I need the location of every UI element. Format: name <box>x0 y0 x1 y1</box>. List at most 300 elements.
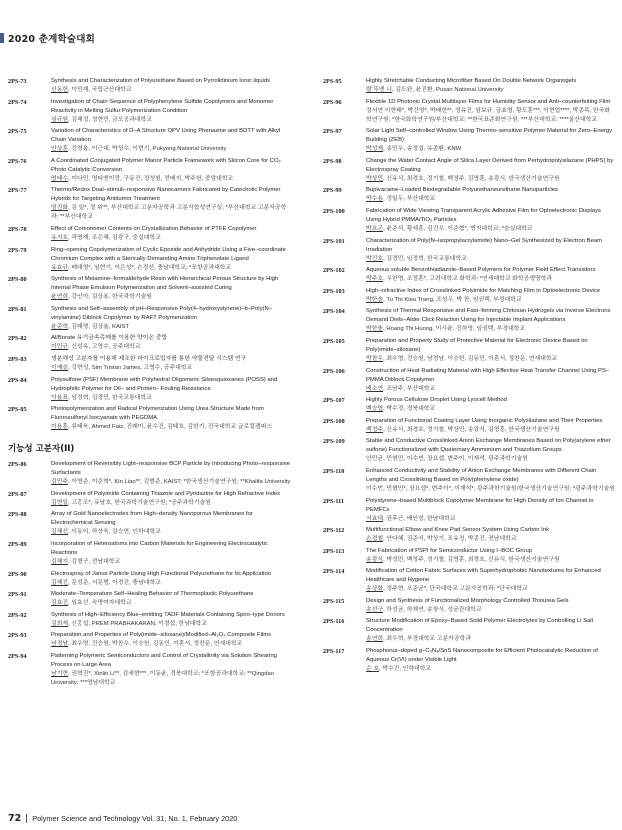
poster-title: Bupivacaine–Loaded Biodegradable Polyurethaneurethane Nanoparticles <box>366 187 558 194</box>
poster-authors <box>51 264 291 273</box>
presenting-author: 엄태수 <box>51 175 69 182</box>
presenting-author: 김희재 <box>51 620 69 627</box>
poster-authors <box>366 225 615 234</box>
poster-title: Aqueous soluble Benzothiadiazole–Based Polymers for Polymer Field Effect Transistors <box>366 267 596 274</box>
coauthors-affiliation: , 고홍조*, 유남호, 한국과학기술연구원; *공주과학기술원 <box>68 499 211 506</box>
poster-title: Stable and Conductive Crosslinked Anion Exchange Membranes Based on Poly(arylene ether sulfone) Functionalized with Quaternary Ammonium and Triazolium Groups <box>366 438 611 454</box>
poster-body <box>366 237 615 264</box>
poster-authors <box>366 405 615 414</box>
poster-title: Investigation of Chain Sequence of Polyphenylene Sulfide Copolymers and Monomer Reactivity in Melting Sulfur Polymerization Condition <box>51 98 274 114</box>
poster-entry <box>323 526 615 544</box>
poster-entry <box>8 490 291 508</box>
poster-body <box>51 376 291 403</box>
journal-info: Polymer Science and Technology Vol. 31, No. 1, February 2020 <box>32 813 238 823</box>
poster-authors <box>51 116 291 125</box>
poster-code: 2PS-94 <box>8 652 27 660</box>
poster-code: 2PS-97 <box>323 128 342 136</box>
coauthors-affiliation: , 권혁진*, Xinlin Li**, 김세현***, 이동윤, 경북대학교; *포항공과대학교; **Qingdao University; ***영남대학교 <box>51 670 275 686</box>
poster-entry <box>323 567 615 594</box>
poster-code: 2PS-74 <box>8 98 27 106</box>
coauthors-affiliation: , 임정혁, 김경민, 한국교통대학교 <box>68 394 152 401</box>
poster-authors <box>366 86 615 95</box>
poster-entry <box>323 127 615 154</box>
poster-title: Highly Porous Cellulose Droplet Using Lyocell Method <box>366 397 507 404</box>
poster-entry <box>8 98 291 125</box>
coauthors-affiliation: 이수빈, 민형민*, 장요셉*, 변주이*, 이재석*, 광주과학기술원/한국생산기술연구원; *광주과학기술원 <box>366 485 615 492</box>
presenting-author: 김혜진 <box>51 579 69 586</box>
poster-authors <box>366 556 615 565</box>
presenting-author: 신동헌 <box>51 87 69 93</box>
poster-body <box>51 510 291 537</box>
poster-body <box>366 77 615 95</box>
presenting-author: 윤연희 <box>51 294 69 301</box>
poster-code: 2PS-73 <box>8 78 27 85</box>
poster-body <box>51 590 291 608</box>
poster-code: 2PS-77 <box>8 187 27 195</box>
poster-authors <box>366 325 615 334</box>
poster-entry <box>8 127 291 154</box>
presenting-author: 박상민 <box>366 175 384 182</box>
presenting-author: 남기현 <box>51 670 69 677</box>
poster-authors <box>366 585 615 594</box>
poster-authors <box>366 296 615 305</box>
entry-list-left <box>8 77 291 432</box>
presenting-author: 김현일 <box>51 499 69 506</box>
poster-body <box>366 157 615 184</box>
presenting-author: 유지호 <box>51 234 69 241</box>
presenting-author: 박수용 <box>366 196 384 203</box>
poster-title: Solar Light Self–controlled Window Using Thermo–sensitive Polymer Material for Zero–Energy Building (ZEB) <box>366 128 613 144</box>
coauthors-affiliation: , 안다혜, 김준서, 박상기, 조유정, 박종진, 전남대학교 <box>383 536 517 543</box>
poster-authors <box>366 485 615 494</box>
presenting-author: 심규원 <box>51 116 69 123</box>
poster-entry <box>8 157 291 184</box>
presenting-author: 안상훈 <box>51 146 69 153</box>
coauthors-affiliation: , Hoang Thi Huong, 이시윤, 진하영, 임권택, 부경대학교 <box>383 326 526 333</box>
poster-code: 2PS-98 <box>323 157 342 165</box>
poster-code: 2PS-111 <box>323 497 344 505</box>
coauthors-affiliation: , 정일두, 부산대학교 <box>383 196 436 203</box>
presenting-author: 유효규 <box>51 264 69 271</box>
poster-title: Patterning Polymeric Semiconductors and Control of Crystallinity via Solution Shearing Process on Large Area <box>51 652 277 668</box>
poster-title: Phosphorus–doped g–C₃N₄/SnS Nanocomposite for Efficient Photocatalytic Reduction of Aqueous Cr(VI) under Visible Light <box>366 648 598 664</box>
coauthors-affiliation: , 이민재, 국립군산대학교 <box>68 87 132 93</box>
poster-body <box>366 266 615 284</box>
poster-entry <box>8 334 291 352</box>
poster-code: 2PS-107 <box>323 397 345 405</box>
poster-title: Fabrication of Wide Viewing Transparent Acrylic Adhesive Film for Optoelectronic Displays Using Hybrid PMMA/TiO₂ Particles <box>366 207 601 223</box>
presenting-author: 이용훈 <box>51 424 69 431</box>
poster-body <box>51 77 291 95</box>
coauthors-affiliation: , 배대영*, 임현기, 이은성*, 손경선, 충남대학교; *포항공과대학교 <box>68 264 232 271</box>
poster-entry <box>8 540 291 567</box>
poster-code: 2PS-89 <box>8 540 27 548</box>
poster-authors <box>366 635 615 644</box>
coauthors-affiliation: , 정주현, 오준균*, 단국대학교 고분자공학과; *단국대학교 <box>383 586 528 593</box>
presenting-author: 김민주 <box>51 479 69 486</box>
poster-body <box>366 98 615 125</box>
coauthors-affiliation: , 우한영, 조정훈*, 고려대학교 화학과; *연세대학교 화학공생명학과 <box>383 276 552 283</box>
right-column <box>323 77 615 677</box>
coauthors-affiliation: , Tu Thi Kieu Trang, 조성우, 박 찬, 임권택, 부경대학교 <box>383 296 522 303</box>
presenting-author: 송연희 <box>366 636 384 643</box>
poster-title: Synthesis of Thermal Responsive and Fast–forming Chitosan Hydrogels via Inverse Electrons Demand Diels–Alder Click Reaction Using for Injectable Implant Applications <box>366 308 611 324</box>
poster-code: 2PS-88 <box>8 511 27 519</box>
presenting-author: 람 뚜엔 니 <box>366 87 393 93</box>
poster-code: 2PS-108 <box>323 417 345 425</box>
poster-entry <box>323 497 615 524</box>
poster-entry <box>8 460 291 487</box>
poster-authors <box>366 107 615 125</box>
coauthors-affiliation: , 김혜정, 정현민, 금오공과대학교 <box>68 116 152 123</box>
poster-authors <box>366 195 615 204</box>
poster-code: 2PS-84 <box>8 376 27 384</box>
presenting-author: 박한솔 <box>366 296 384 303</box>
poster-title: 생분해성 고분자를 이용해 제조한 마이크로입자를 통한 약물전달 시스템 연구 <box>51 355 247 362</box>
poster-body <box>366 337 615 364</box>
poster-code: 2PS-105 <box>323 337 345 345</box>
section-title: 기능성 고분자(II) <box>8 444 75 455</box>
poster-body <box>366 526 615 544</box>
poster-code: 2PS-75 <box>8 128 27 136</box>
poster-title: Al/Borate 유기금속촉매를 이용한 양이온 중합 <box>51 335 168 342</box>
poster-authors <box>51 364 291 373</box>
poster-title: Preparation and Property Study of Protective Material for Electronic Device Based on Poly(imide–siloxane) <box>366 337 588 353</box>
coauthors-affiliation: , 김태형, 김상율, KAIST <box>68 323 130 330</box>
poster-code: 2PS-115 <box>323 597 345 605</box>
coauthors-affiliation: , 임효선, 숙명여자대학교 <box>68 600 132 607</box>
poster-authors <box>51 478 291 487</box>
poster-entry <box>323 307 615 334</box>
poster-title: Synthesis of Melamine–formaldehyde Resin with Hierarchical Porous Structure by High Internal Phase Emulsion Polymerization and Solvent–assisted Curing <box>51 276 279 292</box>
poster-authors <box>366 455 615 464</box>
poster-authors <box>366 665 615 674</box>
poster-entry <box>323 396 615 414</box>
poster-code: 2PS-100 <box>323 207 345 215</box>
poster-authors <box>51 86 291 95</box>
poster-entry <box>8 225 291 243</box>
coauthors-affiliation: , 최우영, 진승원, 박찬우, 이승헌, 김동민, 이혼서, 정찬문, 연세대학교 <box>68 641 243 648</box>
poster-authors <box>366 606 615 615</box>
poster-code: 2PS-95 <box>323 78 342 85</box>
poster-entry <box>8 305 291 332</box>
poster-title: Construction of Heat Radiating Material with High Effective Heat Transfer Channel Using PS–PMMA Diblock Copolymer <box>366 367 610 383</box>
poster-entry <box>323 186 615 204</box>
poster-body <box>51 631 291 649</box>
presenting-author: 김효진 <box>51 600 69 607</box>
poster-title: Characterization of Poly(N–isopropylacrylamide) Nano–Gel Synthesized by Electron Beam Irradiation <box>366 237 603 253</box>
header-accent-bar <box>0 33 4 43</box>
poster-title: Development of Polyimide Containing Thiazole and Pyridazine for High Refractive Index <box>51 490 281 497</box>
presenting-author: 송광식 <box>366 556 384 563</box>
poster-entry <box>323 367 615 394</box>
poster-code: 2PS-86 <box>8 461 27 469</box>
poster-authors <box>51 528 291 537</box>
presenting-author: 백정주 <box>366 426 384 433</box>
coauthors-affiliation: , 조남주, 부산대학교 <box>383 385 436 392</box>
poster-code: 2PS-82 <box>8 335 27 343</box>
poster-body <box>366 307 615 334</box>
presenting-author: 이예슬 <box>51 364 69 371</box>
poster-authors <box>366 426 615 435</box>
poster-code: 2PS-80 <box>8 276 27 284</box>
coauthors-affiliation: , 박수정, 경북대학교 <box>383 406 436 413</box>
page-number: 72 <box>8 812 22 824</box>
poster-authors <box>366 355 615 364</box>
poster-authors <box>366 175 615 184</box>
poster-title: Highly Stretchable Conducting Microfiber Based On Double Network Organogels <box>366 78 577 84</box>
poster-authors <box>51 579 291 588</box>
poster-entry <box>8 652 291 688</box>
presenting-author: 김혜선 <box>51 529 69 536</box>
poster-title: Change the Water Contact Angle of Silica Layer Derived from Perhydropolysilazane (PHPS) by Electrospray Coating <box>366 157 614 173</box>
poster-authors <box>51 175 291 184</box>
coauthors-affiliation: , 강인아, 김상용, 한국과학기술원 <box>68 294 152 301</box>
presenting-author: 박요곤 <box>366 225 384 232</box>
poster-code: 2PS-90 <box>8 570 27 578</box>
entry-list-left-2 <box>8 460 291 688</box>
presenting-author: 엄진화 <box>51 205 69 212</box>
poster-authors <box>51 204 291 222</box>
poster-title: Polysulfone (PSF) Membrane with Polyhedral Oligomeric Silsesquioxanes (POSS) and Hydrophilic Polymer for Oil– and Protein– Fouling Resistance <box>51 376 278 392</box>
page-header <box>0 28 95 48</box>
coauthors-affiliation: , 이다민, 명티엔이랑, 구동건, 정성원, 전배지, 박주헌, 중앙대학교 <box>68 175 234 182</box>
coauthors-affiliation: , 강현성, Sim Tristan James, 고영수, 공주대학교 <box>68 364 193 371</box>
poster-authors <box>51 599 291 608</box>
poster-title: Structure Modification of Epoxy–Based Solid Polymer Electrolytes by Controlling Li Salt Concentration <box>366 618 594 634</box>
poster-title: Preparation and Properties of Poly(imide–siloxane)/Modified–Al₂O₃ Composite Films <box>51 632 272 639</box>
poster-body <box>51 186 291 222</box>
poster-code: 2PS-78 <box>8 225 27 233</box>
coauthors-affiliation: , 최우혁, 부경대학교 고분자공학과 <box>383 636 471 643</box>
poster-entry <box>8 186 291 222</box>
poster-entry <box>8 376 291 403</box>
poster-code: 2PS-110 <box>323 467 345 475</box>
poster-body <box>51 127 291 154</box>
poster-entry <box>323 547 615 565</box>
poster-body <box>366 127 615 154</box>
poster-entry <box>323 157 615 184</box>
poster-title: Modification of Cotton Fabric Surfaces with Superhydrophobic Nanotextures for Enhanced Healthcare and Hygiene <box>366 568 601 584</box>
poster-title: High–refractive Index of Crosslinked Polyimide for Matching Film in Optoelectronic Device <box>366 287 601 294</box>
poster-authors <box>51 670 291 688</box>
poster-entry <box>323 597 615 615</box>
poster-entry <box>323 437 615 464</box>
poster-title: Incorporation of Heteroatoms into Carbon Materials for Engineering Electrocatalytic Reactions <box>51 540 268 556</box>
coauthors-affiliation: , 신성옥, 고영수, 공주대학교 <box>68 344 141 351</box>
poster-body <box>51 275 291 302</box>
poster-body <box>366 186 615 204</box>
poster-body <box>366 497 615 524</box>
poster-authors <box>51 343 291 352</box>
poster-authors <box>51 145 291 154</box>
poster-title: Photopolymerization and Radical Polymerization Using Urea Structure Made from Fluorosulfonyl Isocyanate with PEGDMA <box>51 406 264 422</box>
coauthors-affiliation: , 신유식, 최경호, 정기철, 백정주, 김영훈, 송광식, 한국생산기술연구원 <box>383 175 560 182</box>
poster-body <box>366 467 615 494</box>
coauthors-affiliation: , 이영준, 이준혁*, Kin Liao**, 김범준, KAIST; *한국생산기술연구원; **Khalifa University <box>68 479 291 486</box>
poster-code: 2PS-92 <box>8 611 27 619</box>
poster-entry <box>8 611 291 629</box>
poster-title: Enhanced Conductivity and Stability of Anion Exchange Membranes with Different Chain Lengths and Crosslinking Based on Poly(phenylene oxide) <box>366 467 597 483</box>
poster-entry <box>8 275 291 302</box>
poster-authors <box>51 640 291 649</box>
poster-entry <box>8 510 291 537</box>
poster-entry <box>323 207 615 234</box>
poster-entry <box>323 467 615 494</box>
poster-code: 2PS-103 <box>323 287 345 295</box>
poster-code: 2PS-116 <box>323 618 345 626</box>
left-column <box>8 77 291 690</box>
coauthors-affiliation: , 신유식, 최경호, 정기철, 박상민, 송광식, 김영훈, 한국생산기술연구원 <box>383 426 560 433</box>
presenting-author: 백승엽 <box>366 406 384 413</box>
poster-code: 2PS-76 <box>8 157 27 165</box>
header-title: 2020 춘계학술대회 <box>8 34 96 45</box>
poster-code: 2PS-93 <box>8 632 27 640</box>
poster-code: 2PS-83 <box>8 355 27 363</box>
poster-code: 2PS-81 <box>8 305 27 313</box>
poster-entry <box>323 647 615 674</box>
coauthors-affiliation: , 하성균, 하채연, 송창식, 성균관대학교 <box>383 606 482 613</box>
presenting-author: 박성재 <box>366 146 384 153</box>
poster-title: The Fabrication of PSPI for Semiconductor Using I–BOC Group <box>366 547 532 554</box>
poster-code: 2PS-114 <box>323 568 345 576</box>
poster-body <box>51 98 291 125</box>
poster-entry <box>323 287 615 305</box>
poster-title: Design and Synthesis of Functionalized Morphology Controlled Thiourea Gels <box>366 597 569 604</box>
coauthors-affiliation: 정서연 이현태*, 박진영*, 박배현**, 정유진, 임보규, 금효영, 황도훈***, 이현업****, 박종목, 한국화학연구원; *한국화학연구원/부산대학교; **한국표준화연구원; ***부산대학교; ****울산대학교 <box>366 107 611 123</box>
coauthors-affiliation: , 송민우, 송정섭, 유종환, KNW <box>383 146 462 153</box>
presenting-author: 박주호 <box>366 276 384 283</box>
presenting-author: 박찬우 <box>366 355 384 362</box>
poster-title: Flexible 1D Photonic Crystal Multilayer Films for Humidity Sensor and Anti–counterfeiting Film <box>366 98 611 105</box>
poster-title: Multifunctional Elbow and Knee Pad Sensor System Using Carbon Ink <box>366 527 550 534</box>
poster-code: 2PS-104 <box>323 308 345 316</box>
poster-title: Moderate–Temperature Self–Healing Behavior of Thermoplastic Polyurethane <box>51 591 254 598</box>
poster-body <box>366 597 615 615</box>
coauthors-affiliation: , 김형구, 전남대학교 <box>68 558 121 565</box>
coauthors-affiliation: , 신홍섭, PREM PRABHAKARAN, 이경섭, 한남대학교 <box>68 620 207 627</box>
poster-code: 2PS-109 <box>323 438 345 446</box>
presenting-author: 배소연 <box>366 385 384 392</box>
poster-body <box>51 355 291 373</box>
poster-body <box>366 647 615 674</box>
coauthors-affiliation: , 권후근, 배인성, 한남대학교 <box>383 515 456 522</box>
poster-authors <box>51 394 291 403</box>
poster-entry <box>8 570 291 588</box>
presenting-author: 이민규 <box>51 344 69 351</box>
poster-body <box>51 490 291 508</box>
poster-authors <box>51 558 291 567</box>
presenting-author: 송상화 <box>366 586 384 593</box>
poster-authors <box>51 423 291 432</box>
poster-body <box>366 437 615 464</box>
presenting-author: 송선구 <box>366 606 384 613</box>
poster-code: 2PS-102 <box>323 267 345 275</box>
poster-entry <box>323 337 615 364</box>
poster-body <box>366 547 615 565</box>
poster-body <box>51 405 291 432</box>
poster-authors <box>51 499 291 508</box>
poster-code: 2PS-79 <box>8 246 27 254</box>
coauthors-affiliation: , 진영용, 이근대, 박성수, 이현기, Pukyong National University <box>68 146 227 153</box>
presenting-author: 서효대 <box>366 515 384 522</box>
poster-code: 2PS-106 <box>323 367 345 375</box>
poster-code: 2PS-99 <box>323 187 342 195</box>
coauthors-affiliation: , 김 일*, 정 위**, 부산대학교 고분자공학과 고분자합성연구실; *부산대학교 고분자공학과; **부산대학교 <box>51 205 287 221</box>
coauthors-affiliation: , 이동익, 하상욱, 김승현, 인하대학교 <box>68 529 161 536</box>
poster-title: Variation of Characteristics of D–A Structure OPV Using Phenazine and BDTT with Alkyl Chain Variation <box>51 128 281 144</box>
coauthors-affiliation: , 김경민, 임정혁, 한국교통대학교 <box>383 255 467 262</box>
poster-title: Electrospray of Janus Particle Using High Functional Polyurethane for Its Application <box>51 570 272 577</box>
poster-entry <box>323 417 615 435</box>
poster-body <box>51 225 291 243</box>
coauthors-affiliation: , 류태욱, Ahmed Faiz, 진래미, 윤수진, 김태호, 김한기, 건국대학교 글로컬캠퍼스 <box>68 424 273 431</box>
poster-entry <box>8 590 291 608</box>
poster-code: 2PS-112 <box>323 527 345 535</box>
poster-entry <box>8 355 291 373</box>
footer-separator <box>26 814 27 823</box>
poster-entry <box>8 631 291 649</box>
presenting-author: 박진호 <box>366 255 384 262</box>
poster-authors <box>51 234 291 243</box>
coauthors-affiliation: , 문성준, 서문범, 이경진, 충남대학교 <box>68 579 161 586</box>
poster-body <box>366 287 615 305</box>
poster-body <box>51 157 291 184</box>
poster-title: Thermo/Redox Dual–stimuli–responsive Nanocarriers Fabricated by Catecholic Polymer Hybrids for Targeting Antitumor Treatment <box>51 187 281 203</box>
poster-entry <box>8 405 291 432</box>
presenting-author: 윤준혁 <box>51 323 69 330</box>
poster-title: Polystyrene–based Multiblock Copolymer Membrane for High Density of Ion Channel in PEMFCs <box>366 497 594 513</box>
poster-authors <box>366 535 615 544</box>
poster-code: 2PS-87 <box>8 490 27 498</box>
poster-entry <box>323 77 615 95</box>
coauthors-affiliation: 안민균, 민형민, 이수빈, 장요셉, 변주이, 이재석, 광주과학기술원 <box>366 456 528 463</box>
presenting-author: 순 호 <box>366 666 380 673</box>
poster-entry <box>8 77 291 95</box>
poster-body <box>51 611 291 629</box>
poster-title: Effect of Comonomer Contents on Crystallization Behavior of PTFE Copolymer <box>51 225 257 232</box>
poster-code: 2PS-85 <box>8 406 27 414</box>
poster-body <box>366 567 615 594</box>
presenting-author: 이용표 <box>51 394 69 401</box>
poster-body <box>366 417 615 435</box>
poster-title: Ring–opening Copolymerization of Cyclic Epoxide and Anhydride Using a Five–coordinate Chromium Complex with a Sterically Demanding Amino Triphenolate Ligand <box>51 246 286 262</box>
coauthors-affiliation: , 박수진, 인하대학교 <box>379 666 432 673</box>
poster-authors <box>366 515 615 524</box>
entry-list-right <box>323 77 615 674</box>
coauthors-affiliation: , 최우영, 진승원, 남경남, 이승헌, 김동민, 이혼서, 정찬문, 연세대학교 <box>383 355 558 362</box>
poster-authors <box>366 255 615 264</box>
presenting-author: 손경철 <box>366 536 384 543</box>
poster-title: Synthesis and Self–assembly of pH–Responsive Poly(4–hydroxystyrene)–b–Poly(N–vinylamine) Diblock Copolymer by RAFT Polymerization <box>51 305 273 321</box>
poster-title: A Coordinated Conjugated Polymer Manor Particle Framework with Silicon Core for CO₂ Photo Catalytic Conversion <box>51 157 281 173</box>
presenting-author: 김혜지 <box>51 558 69 565</box>
presenting-author: 남경남 <box>51 641 69 648</box>
poster-title: Development of Reversibly Light–responsive BCP Particle by Introducing Photo–responsive Surfactants <box>51 461 290 477</box>
poster-title: Preparation of Functional Coating Layer Using Inorganic Polysilazane and Their Properties <box>366 417 603 424</box>
poster-body <box>51 540 291 567</box>
poster-title: Array of Gold Nanoelectrodes from High–density Nanoporous Membranes for Electrochemical Sensing <box>51 511 253 527</box>
poster-entry <box>323 617 615 644</box>
coauthors-affiliation: , 김도완, 윤진환, Pusan National University <box>392 87 504 93</box>
poster-code: 2PS-91 <box>8 591 27 599</box>
poster-authors <box>366 275 615 284</box>
poster-entry <box>323 237 615 264</box>
poster-code: 2PS-101 <box>323 237 345 245</box>
poster-body <box>51 460 291 487</box>
poster-code: 2PS-113 <box>323 547 345 555</box>
poster-body <box>366 367 615 394</box>
